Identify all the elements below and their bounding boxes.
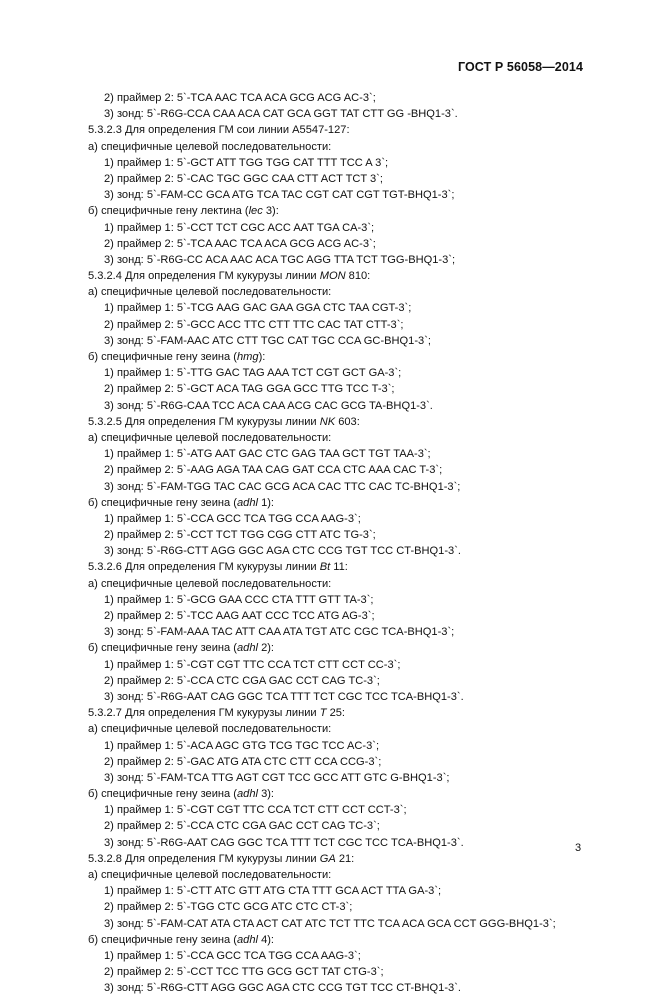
line-text: 3) зонд: 5`-R6G-AAT CAG GGC TCA TTT TCT CGC TCC TCA-BHQ1-3`.: [104, 690, 464, 703]
line-text-suffix: 2):: [257, 642, 275, 655]
line-text: 3) зонд: 5`-FAM-TCA TTG AGT CGT TCC GCC ATT GTC G-BHQ1-3`;: [104, 771, 450, 784]
sequence-line: [88, 673, 608, 689]
section-line: [88, 349, 608, 365]
line-text-suffix: 21:: [335, 852, 355, 865]
line-text: 3) зонд: 5`-FAM-TGG TAC CAC GCG ACA CAC TTC CAC TC-BHQ1-3`;: [104, 480, 461, 493]
sequence-line: [88, 317, 608, 333]
section-line: [88, 414, 608, 430]
line-text: 2) праймер 2: 5`-CCA CTC CGA GAC CCT CAG TC-3`;: [104, 674, 380, 687]
section-line: [88, 284, 608, 300]
line-text: 5.3.2.5 Для определения ГМ кукурузы линии: [88, 415, 320, 428]
italic-term: Bt: [319, 561, 331, 574]
line-text: а) специфичные целевой последовательности:: [88, 869, 332, 881]
line-text: а) специфичные целевой последовательности:: [88, 431, 332, 444]
line-text: 3) зонд: 5`-R6G-CC ACA AAC ACA TGC AGG TTA TCT TGG-BHQ1-3`;: [104, 253, 456, 266]
italic-term: GA: [319, 852, 336, 865]
line-text: а) специфичные целевой последовательности:: [88, 577, 332, 590]
italic-term: NK: [319, 415, 336, 428]
sequence-line: [88, 236, 608, 252]
line-text: 1) праймер 1: 5`-TCG AAG GAC GAA GGA CTC TAA CGT-3`;: [104, 302, 412, 315]
section-line: [88, 203, 608, 219]
line-text: б) специфичные гену зеина (: [88, 496, 237, 509]
italic-term: T: [319, 707, 327, 720]
section-line: [88, 705, 608, 721]
sequence-line: [88, 980, 608, 996]
line-text: 1) праймер 1: 5`-GCG GAA CCC CTA TTT GTT TA-3`;: [104, 593, 374, 606]
italic-term: lec: [248, 205, 263, 218]
line-text-suffix: 810:: [345, 270, 371, 283]
line-text: 3) зонд: 5`-R6G-AAT CAG GGC TCA TTT TCT CGC TCC TCA-BHQ1-3`.: [104, 836, 464, 849]
line-text: 1) праймер 1: 5`-CCA GCC TCA TGG CCA AAG-3`;: [104, 949, 361, 962]
line-text: 2) праймер 2: 5`-AAG AGA TAA CAG GAT CCA CTC AAA CAC T-3`;: [104, 464, 443, 477]
line-text: 1) праймер 1: 5`-ATG AAT GAC CTC GAG TAA GCT TGT TAA-3`;: [104, 448, 431, 461]
italic-term: hmg: [237, 351, 259, 363]
line-text-suffix: 3):: [262, 205, 279, 218]
line-text: 2) праймер 2: 5`-CCT TCC TTG GCG GCT TAT CTG-3`;: [104, 966, 384, 979]
section-line: [88, 495, 608, 511]
sequence-line: [88, 818, 608, 834]
section-line: [88, 932, 608, 948]
sequence-line: [88, 608, 608, 624]
sequence-line: [88, 802, 608, 818]
section-line: [88, 640, 608, 656]
sequence-line: [88, 398, 608, 414]
document-header: ГОСТ Р 56058—2014: [457, 60, 583, 74]
italic-term: MON: [319, 270, 346, 283]
line-text: 2) праймер 2: 5`-CAC TGC GGC CAA CTT ACT TCT 3`;: [104, 172, 383, 185]
line-text: а) специфичные целевой последовательности:: [88, 723, 332, 736]
line-text: 1) праймер 1: 5`-TTG GAC TAG AAA TCT CGT GCT GA-3`;: [104, 367, 402, 380]
line-text: 3) зонд: 5`-R6G-CCA CAA ACA CAT GCA GGT TAT CTT GG -BHQ1-3`.: [104, 108, 458, 121]
line-text: а) специфичные целевой последовательности:: [88, 140, 332, 153]
sequence-line: [88, 252, 608, 268]
page-number: 3: [575, 842, 582, 854]
line-text: 3) зонд: 5`-R6G-CAA TCC ACA CAA ACG CAC GCG TA-BHQ1-3`.: [104, 399, 433, 412]
line-text: 5.3.2.4 Для определения ГМ кукурузы линии: [88, 270, 320, 283]
italic-term: adhl: [237, 496, 258, 509]
line-text-suffix: 11:: [330, 561, 348, 574]
line-text: 2) праймер 2: 5`-GCT ACA TAG GGA GCC TTG TCC T-3`;: [104, 383, 395, 396]
sequence-line: [88, 446, 608, 462]
line-text: 2) праймер 2: 5`-CCA CTC CGA GAC CCT CAG TC-3`;: [104, 820, 380, 833]
line-text: 2) праймер 2: 5`-TCA AAC TCA ACA GCG ACG AC-3`;: [104, 92, 376, 104]
sequence-line: [88, 462, 608, 478]
line-text-suffix: ):: [258, 351, 266, 363]
sequence-line: [88, 835, 608, 851]
sequence-line: [88, 543, 608, 559]
sequence-line: [88, 689, 608, 705]
sequence-line: [88, 916, 608, 932]
line-text: 3) зонд: 5`-FAM-AAA TAC ATT CAA ATA TGT ATC CGC TCA-BHQ1-3`;: [104, 626, 455, 639]
sequence-line: [88, 300, 608, 316]
section-line: [88, 268, 608, 284]
line-text: 1) праймер 1: 5`-CGT CGT TTC CCA TCT CTT CCT CCT-3`;: [104, 804, 407, 817]
sequence-line: [88, 948, 608, 964]
line-text-suffix: 25:: [326, 707, 345, 720]
sequence-line: [88, 770, 608, 786]
section-line: [88, 851, 608, 867]
line-text: 1) праймер 1: 5`-GCT ATT TGG TGG CAT TTT TCC A 3`;: [104, 156, 389, 169]
line-text-suffix: 3):: [257, 788, 275, 801]
sequence-line: [88, 527, 608, 543]
line-text: 2) праймер 2: 5`-TGG CTC GCG ATC CTC CT-3`;: [104, 901, 353, 914]
line-text: 3) зонд: 5`-FAM-CC GCA ATG TCA TAC CGT CAT CGT TGT-BHQ1-3`;: [104, 189, 455, 202]
line-text: 1) праймер 1: 5`-ACA AGC GTG TCG TGC TCC AC-3`;: [104, 739, 380, 752]
line-text: 5.3.2.8 Для определения ГМ кукурузы линии: [88, 852, 320, 865]
section-line: [88, 576, 608, 592]
italic-term: adhl: [237, 933, 258, 946]
section-line: [88, 559, 608, 575]
sequence-line: [88, 187, 608, 203]
sequence-line: [88, 333, 608, 349]
section-line: [88, 430, 608, 446]
line-text: 3) зонд: 5`-R6G-CTT AGG GGC AGA CTC CCG TGT TCC CT-BHQ1-3`.: [104, 545, 461, 558]
line-text: 1) праймер 1: 5`-CTT ATC GTT ATG CTA TTT GCA ACT TTA GA-3`;: [104, 885, 442, 898]
sequence-line: [88, 511, 608, 527]
sequence-line: [88, 90, 608, 106]
line-text: а) специфичные целевой последовательности:: [88, 286, 332, 299]
section-line: [88, 139, 608, 155]
sequence-line: [88, 479, 608, 495]
sequence-line: [88, 381, 608, 397]
sequence-line: [88, 657, 608, 673]
sequence-line: [88, 592, 608, 608]
line-text: 1) праймер 1: 5`-CGT CGT TTC CCA TCT CTT CCT CC-3`;: [104, 658, 401, 671]
line-text: 5.3.2.6 Для определения ГМ кукурузы линии: [88, 561, 320, 574]
section-line: [88, 122, 608, 138]
section-line: [88, 721, 608, 737]
line-text: б) специфичные гену зеина (: [88, 351, 237, 363]
line-text: 1) праймер 1: 5`-CCT TCT CGC ACC AAT TGA CA-3`;: [104, 221, 375, 234]
sequence-line: [88, 365, 608, 381]
line-text: б) специфичные гену лектина (: [88, 205, 249, 218]
line-text: б) специфичные гену зеина (: [88, 788, 237, 801]
section-line: [88, 786, 608, 802]
section-line: [88, 867, 608, 883]
line-text: 5.3.2.3 Для определения ГМ сои линии А5547-127:: [88, 124, 350, 137]
line-text: 1) праймер 1: 5`-CCA GCC TCA TGG CCA AAG-3`;: [104, 512, 361, 525]
line-text: 3) зонд: 5`-R6G-CTT AGG GGC AGA CTC CCG TGT TCC CT-BHQ1-3`.: [104, 982, 461, 995]
line-text: 2) праймер 2: 5`-GCC ACC TTC CTT TTC CAC TAT CTT-3`;: [104, 318, 404, 331]
line-text: 5.3.2.7 Для определения ГМ кукурузы линии: [88, 707, 320, 720]
document-body: [88, 90, 608, 997]
sequence-line: [88, 171, 608, 187]
italic-term: adhl: [237, 642, 258, 655]
sequence-line: [88, 106, 608, 122]
sequence-line: [88, 899, 608, 915]
line-text: 2) праймер 2: 5`-TCA AAC TCA ACA GCG ACG AC-3`;: [104, 237, 376, 250]
line-text: б) специфичные гену зеина (: [88, 933, 237, 946]
line-text: 2) праймер 2: 5`-GAC ATG ATA CTC CTT CCA CCG-3`;: [104, 755, 382, 768]
sequence-line: [88, 624, 608, 640]
sequence-line: [88, 964, 608, 980]
line-text: 2) праймер 2: 5`-TCC AAG AAT CCC TCC ATG AG-3`;: [104, 610, 375, 622]
sequence-line: [88, 220, 608, 236]
italic-term: adhl: [237, 788, 258, 801]
line-text: 2) праймер 2: 5`-CCT TCT TGG CGG CTT ATC TG-3`;: [104, 529, 376, 542]
sequence-line: [88, 738, 608, 754]
line-text-suffix: 4):: [257, 933, 275, 946]
sequence-line: [88, 155, 608, 171]
line-text: 3) зонд: 5`-FAM-AAC ATC CTT TGC CAT TGC CCA GC-BHQ1-3`;: [104, 334, 431, 347]
line-text-suffix: 603:: [335, 415, 360, 428]
line-text: 3) зонд: 5`-FAM-CAT ATA CTA ACT CAT ATC TCT TTC TCA ACA GCA CCT GGG-BHQ1-3`;: [104, 917, 556, 930]
line-text-suffix: 1):: [257, 496, 275, 509]
line-text: б) специфичные гену зеина (: [88, 642, 237, 655]
sequence-line: [88, 883, 608, 899]
sequence-line: [88, 754, 608, 770]
